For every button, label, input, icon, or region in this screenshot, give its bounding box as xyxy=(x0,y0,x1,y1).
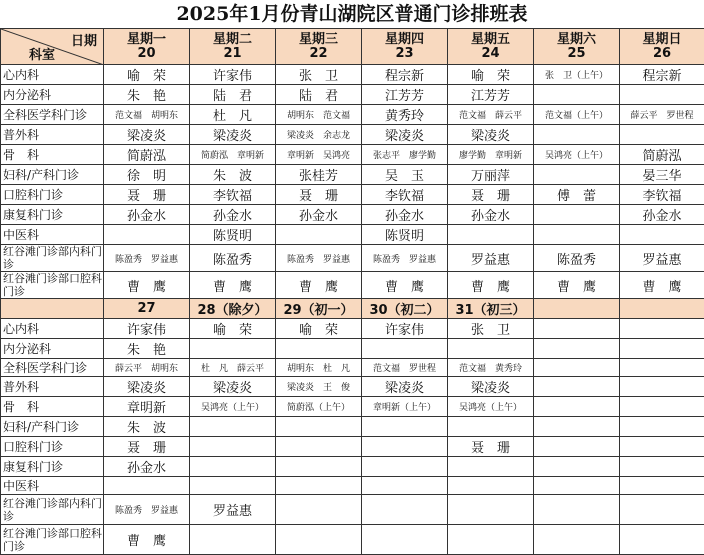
schedule-cell: 范文福 罗世程 xyxy=(362,359,448,377)
schedule-cell: 曹 鹰 xyxy=(104,525,190,555)
schedule-cell xyxy=(620,85,704,105)
date-label: 30（初二） xyxy=(362,299,448,319)
schedule-cell: 李钦福 xyxy=(362,185,448,205)
schedule-cell xyxy=(276,477,362,495)
department-label: 妇科/产科门诊 xyxy=(1,165,104,185)
department-label: 中医科 xyxy=(1,225,104,245)
weekday-label: 星期一 xyxy=(104,33,189,47)
schedule-cell: 陈盈秀 罗益惠 xyxy=(104,495,190,525)
corner-dept-label: 科室 xyxy=(29,44,55,63)
weekday-label: 星期六 xyxy=(534,33,619,47)
date-label: 22 xyxy=(276,47,361,61)
schedule-cell: 许家伟 xyxy=(362,319,448,339)
department-label: 普外科 xyxy=(1,125,104,145)
schedule-cell xyxy=(620,359,704,377)
schedule-cell: 孙金水 xyxy=(276,205,362,225)
weekday-label: 星期五 xyxy=(448,33,533,47)
schedule-cell: 喻 荣 xyxy=(104,65,190,85)
schedule-cell xyxy=(534,165,620,185)
schedule-cell: 聂 珊 xyxy=(448,185,534,205)
schedule-cell: 张桂芳 xyxy=(276,165,362,185)
schedule-cell: 曹 鹰 xyxy=(190,272,276,299)
schedule-cell: 许家伟 xyxy=(104,319,190,339)
department-label: 全科医学科门诊 xyxy=(1,105,104,125)
schedule-cell xyxy=(620,417,704,437)
schedule-cell: 孙金水 xyxy=(104,205,190,225)
schedule-cell: 杜 凡 xyxy=(190,105,276,125)
schedule-cell: 梁凌炎 xyxy=(190,125,276,145)
schedule-cell xyxy=(534,417,620,437)
schedule-cell: 曹 鹰 xyxy=(534,272,620,299)
schedule-cell xyxy=(276,417,362,437)
schedule-cell xyxy=(534,457,620,477)
schedule-cell: 张 卫 xyxy=(276,65,362,85)
schedule-cell: 薛云平 胡明东 xyxy=(104,359,190,377)
date-label xyxy=(620,299,704,319)
schedule-cell xyxy=(620,319,704,339)
schedule-cell: 曹 鹰 xyxy=(620,272,704,299)
schedule-cell xyxy=(448,525,534,555)
date-label: 25 xyxy=(534,47,619,61)
schedule-cell xyxy=(362,417,448,437)
corner-date-label: 日期 xyxy=(71,30,97,49)
schedule-cell: 陆 君 xyxy=(190,85,276,105)
header-corner xyxy=(1,29,104,65)
schedule-cell: 朱 艳 xyxy=(104,339,190,359)
schedule-cell xyxy=(362,437,448,457)
schedule-cell: 梁凌炎 xyxy=(362,125,448,145)
schedule-cell xyxy=(534,225,620,245)
schedule-cell: 陈盈秀 罗益惠 xyxy=(362,245,448,272)
schedule-cell: 李钦福 xyxy=(620,185,704,205)
schedule-cell: 孙金水 xyxy=(104,457,190,477)
schedule-cell xyxy=(448,477,534,495)
schedule-cell xyxy=(620,377,704,397)
day-header xyxy=(620,29,704,65)
schedule-cell xyxy=(620,125,704,145)
schedule-cell xyxy=(104,225,190,245)
schedule-cell: 薛云平 罗世程 xyxy=(620,105,704,125)
schedule-cell: 万丽萍 xyxy=(448,165,534,185)
day-header xyxy=(362,29,448,65)
schedule-cell: 廖学勤 章明新 xyxy=(448,145,534,165)
date-label: 31（初三） xyxy=(448,299,534,319)
schedule-cell xyxy=(620,457,704,477)
schedule-cell xyxy=(534,359,620,377)
schedule-cell xyxy=(620,437,704,457)
schedule-cell: 陈贤明 xyxy=(362,225,448,245)
schedule-cell xyxy=(362,339,448,359)
schedule-cell: 曹 鹰 xyxy=(448,272,534,299)
day-header xyxy=(104,29,190,65)
day-header xyxy=(190,29,276,65)
schedule-cell: 吴鸿亮（上午） xyxy=(448,397,534,417)
department-label: 普外科 xyxy=(1,377,104,397)
department-label: 妇科/产科门诊 xyxy=(1,417,104,437)
schedule-cell: 梁凌炎 xyxy=(362,377,448,397)
schedule-cell: 梁凌炎 王 俊 xyxy=(276,377,362,397)
schedule-cell: 聂 珊 xyxy=(448,437,534,457)
schedule-cell xyxy=(620,525,704,555)
schedule-cell xyxy=(362,495,448,525)
department-label: 红谷滩门诊部口腔科门诊 xyxy=(1,525,104,555)
schedule-cell xyxy=(448,495,534,525)
schedule-cell: 傅 蕾 xyxy=(534,185,620,205)
department-label: 口腔科门诊 xyxy=(1,437,104,457)
schedule-cell xyxy=(534,437,620,457)
schedule-cell xyxy=(190,437,276,457)
schedule-cell: 江芳芳 xyxy=(362,85,448,105)
schedule-cell: 梁凌炎 xyxy=(190,377,276,397)
schedule-cell xyxy=(276,339,362,359)
schedule-cell xyxy=(276,225,362,245)
schedule-cell xyxy=(362,525,448,555)
schedule-cell xyxy=(448,457,534,477)
schedule-cell xyxy=(534,525,620,555)
schedule-cell xyxy=(276,525,362,555)
schedule-cell: 聂 珊 xyxy=(276,185,362,205)
schedule-cell: 聂 珊 xyxy=(104,437,190,457)
schedule-cell xyxy=(534,397,620,417)
department-label: 康复科门诊 xyxy=(1,457,104,477)
schedule-cell: 晏三华 xyxy=(620,165,704,185)
schedule-cell: 孙金水 xyxy=(620,205,704,225)
department-label: 红谷滩门诊部内科门诊 xyxy=(1,495,104,525)
schedule-cell: 喻 荣 xyxy=(448,65,534,85)
schedule-cell: 孙金水 xyxy=(190,205,276,225)
schedule-cell xyxy=(534,125,620,145)
schedule-cell: 朱 波 xyxy=(190,165,276,185)
schedule-cell xyxy=(190,417,276,437)
schedule-cell: 聂 珊 xyxy=(104,185,190,205)
schedule-cell xyxy=(190,457,276,477)
department-label: 骨 科 xyxy=(1,397,104,417)
department-label: 康复科门诊 xyxy=(1,205,104,225)
day-header xyxy=(276,29,362,65)
schedule-cell: 梁凌炎 xyxy=(104,377,190,397)
schedule-cell: 吴鸿亮（上午） xyxy=(534,145,620,165)
schedule-cell xyxy=(534,495,620,525)
schedule-cell: 张 卫（上午） xyxy=(534,65,620,85)
schedule-cell: 朱 波 xyxy=(104,417,190,437)
schedule-cell: 梁凌炎 xyxy=(104,125,190,145)
schedule-cell xyxy=(448,417,534,437)
schedule-cell: 范文福 黄秀玲 xyxy=(448,359,534,377)
department-label: 中医科 xyxy=(1,477,104,495)
schedule-cell: 胡明东 杜 凡 xyxy=(276,359,362,377)
schedule-cell xyxy=(620,225,704,245)
schedule-cell: 陈盈秀 罗益惠 xyxy=(104,245,190,272)
schedule-cell: 吴鸿亮（上午） xyxy=(190,397,276,417)
date-label: 28（除夕） xyxy=(190,299,276,319)
date-label: 20 xyxy=(104,47,189,61)
schedule-cell: 胡明东 范文福 xyxy=(276,105,362,125)
schedule-cell: 范文福 薛云平 xyxy=(448,105,534,125)
weekday-label: 星期日 xyxy=(620,33,704,47)
date-label xyxy=(534,299,620,319)
schedule-cell: 罗益惠 xyxy=(190,495,276,525)
week2-corner xyxy=(1,299,104,319)
schedule-cell: 简蔚泓 xyxy=(620,145,704,165)
schedule-cell xyxy=(620,397,704,417)
weekday-label: 星期三 xyxy=(276,33,361,47)
schedule-cell: 曹 鹰 xyxy=(276,272,362,299)
department-label: 红谷滩门诊部内科门诊 xyxy=(1,245,104,272)
date-label: 21 xyxy=(190,47,275,61)
schedule-cell: 简蔚泓 xyxy=(104,145,190,165)
schedule-cell: 徐 明 xyxy=(104,165,190,185)
day-header xyxy=(448,29,534,65)
schedule-cell: 喻 荣 xyxy=(276,319,362,339)
department-label: 红谷滩门诊部口腔科门诊 xyxy=(1,272,104,299)
schedule-cell xyxy=(534,205,620,225)
schedule-cell xyxy=(534,85,620,105)
schedule-cell: 章明新 吴鸿亮 xyxy=(276,145,362,165)
schedule-cell: 陆 君 xyxy=(276,85,362,105)
date-label: 23 xyxy=(362,47,447,61)
day-header xyxy=(534,29,620,65)
schedule-cell: 张志平 廖学勤 xyxy=(362,145,448,165)
schedule-cell xyxy=(276,457,362,477)
schedule-cell: 陈贤明 xyxy=(190,225,276,245)
schedule-cell xyxy=(190,339,276,359)
schedule-cell xyxy=(276,437,362,457)
schedule-cell: 陈盈秀 罗益惠 xyxy=(276,245,362,272)
department-label: 口腔科门诊 xyxy=(1,185,104,205)
schedule-cell: 章明新（上午） xyxy=(362,397,448,417)
schedule-cell xyxy=(448,339,534,359)
schedule-cell: 黄秀玲 xyxy=(362,105,448,125)
schedule-cell: 范文福（上午） xyxy=(534,105,620,125)
schedule-cell: 章明新 xyxy=(104,397,190,417)
schedule-table xyxy=(0,28,704,555)
schedule-cell: 范文福 胡明东 xyxy=(104,105,190,125)
schedule-cell: 喻 荣 xyxy=(190,319,276,339)
department-label: 心内科 xyxy=(1,319,104,339)
schedule-cell: 曹 鹰 xyxy=(104,272,190,299)
schedule-cell: 孙金水 xyxy=(362,205,448,225)
date-label: 29（初一） xyxy=(276,299,362,319)
department-label: 骨 科 xyxy=(1,145,104,165)
schedule-cell xyxy=(620,339,704,359)
page-title: 2025年1月份青山湖院区普通门诊排班表 xyxy=(0,0,704,28)
schedule-cell xyxy=(362,477,448,495)
schedule-cell xyxy=(534,319,620,339)
schedule-cell: 吴 玉 xyxy=(362,165,448,185)
schedule-cell: 陈盈秀 xyxy=(190,245,276,272)
schedule-cell xyxy=(362,457,448,477)
weekday-label: 星期二 xyxy=(190,33,275,47)
schedule-cell xyxy=(448,225,534,245)
schedule-cell: 梁凌炎 xyxy=(448,125,534,145)
schedule-cell xyxy=(534,477,620,495)
schedule-cell: 罗益惠 xyxy=(620,245,704,272)
schedule-cell xyxy=(620,477,704,495)
weekday-label: 星期四 xyxy=(362,33,447,47)
department-label: 心内科 xyxy=(1,65,104,85)
schedule-cell: 简蔚泓 章明新 xyxy=(190,145,276,165)
date-label: 24 xyxy=(448,47,533,61)
schedule-cell xyxy=(104,477,190,495)
date-label: 26 xyxy=(620,47,704,61)
schedule-cell: 梁凌炎 xyxy=(448,377,534,397)
date-label: 27 xyxy=(104,299,190,319)
schedule-cell xyxy=(190,525,276,555)
schedule-cell: 朱 艳 xyxy=(104,85,190,105)
schedule-cell xyxy=(276,495,362,525)
schedule-cell: 李钦福 xyxy=(190,185,276,205)
schedule-cell: 孙金水 xyxy=(448,205,534,225)
schedule-cell xyxy=(534,377,620,397)
department-label: 全科医学科门诊 xyxy=(1,359,104,377)
schedule-cell xyxy=(620,495,704,525)
schedule-cell: 梁凌炎 余志龙 xyxy=(276,125,362,145)
schedule-cell: 曹 鹰 xyxy=(362,272,448,299)
schedule-cell: 程宗新 xyxy=(620,65,704,85)
department-label: 内分泌科 xyxy=(1,339,104,359)
schedule-cell: 杜 凡 薛云平 xyxy=(190,359,276,377)
schedule-cell: 陈盈秀 xyxy=(534,245,620,272)
schedule-cell: 罗益惠 xyxy=(448,245,534,272)
schedule-cell xyxy=(534,339,620,359)
department-label: 内分泌科 xyxy=(1,85,104,105)
schedule-cell: 程宗新 xyxy=(362,65,448,85)
schedule-cell: 江芳芳 xyxy=(448,85,534,105)
schedule-cell: 张 卫 xyxy=(448,319,534,339)
schedule-cell: 简蔚泓（上午） xyxy=(276,397,362,417)
schedule-cell xyxy=(190,477,276,495)
schedule-cell: 许家伟 xyxy=(190,65,276,85)
